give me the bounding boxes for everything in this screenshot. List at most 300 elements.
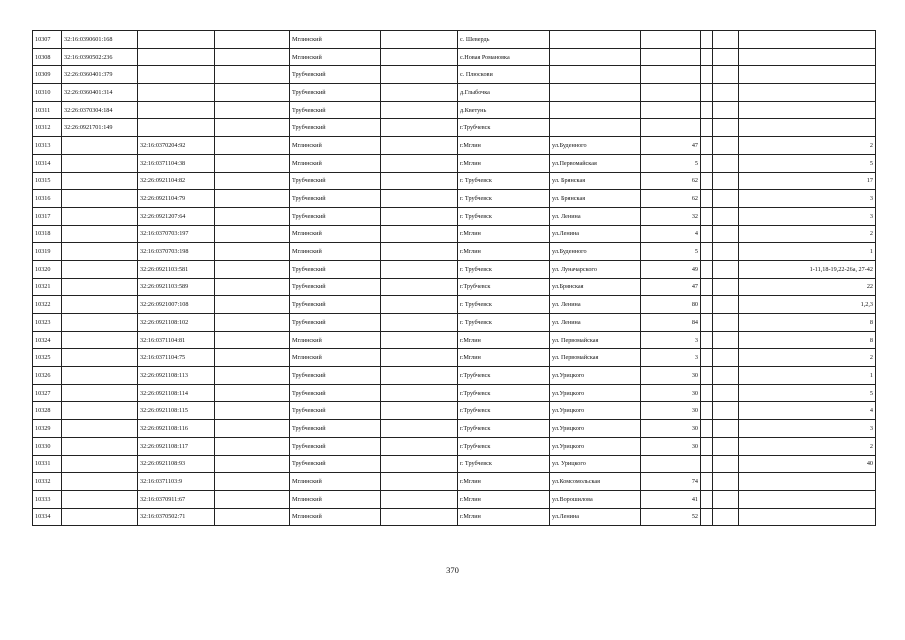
empty-cell [713,101,739,119]
street-cell [550,66,641,84]
empty-cell [701,48,713,66]
district-cell: Мглинский [290,243,381,261]
house-number-cell: 52 [641,508,701,526]
table-row [33,314,876,332]
record-number-cell: 10325 [33,349,62,367]
locality-cell: г.Трубчевск [458,420,550,438]
locality-cell: г.Трубчевск [458,402,550,420]
empty-cell [215,84,290,102]
house-number-cell: 74 [641,473,701,491]
table-row [33,384,876,402]
empty-cell [215,154,290,172]
table-row [33,455,876,473]
empty-cell [713,490,739,508]
district-cell: Трубчевский [290,84,381,102]
empty-cell [701,154,713,172]
street-cell: ул. Луначарского [550,260,641,278]
empty-cell [381,278,458,296]
empty-cell [713,278,739,296]
apartment-number-cell: 3 [739,420,876,438]
cadastral-number-cell: 32:16:0370911:67 [138,490,215,508]
empty-cell [701,473,713,491]
street-cell: ул.Комсомольская [550,473,641,491]
record-number-cell: 10311 [33,101,62,119]
district-cell: Трубчевский [290,190,381,208]
district-cell: Мглинский [290,349,381,367]
empty-cell [701,119,713,137]
empty-cell [713,119,739,137]
previous-cadastral-number-cell [62,473,138,491]
empty-cell [215,296,290,314]
apartment-number-cell [739,31,876,49]
street-cell: ул. Ленина [550,314,641,332]
house-number-cell: 62 [641,190,701,208]
locality-cell: г.Мглин [458,331,550,349]
empty-cell [713,48,739,66]
locality-cell: г.Мглин [458,508,550,526]
cadastral-number-cell: 32:26:0921207:64 [138,207,215,225]
house-number-cell [641,66,701,84]
district-cell: Трубчевский [290,384,381,402]
page-number: 370 [446,565,459,575]
table-row [33,296,876,314]
house-number-cell: 4 [641,225,701,243]
locality-cell: г.Мглин [458,225,550,243]
empty-cell [215,172,290,190]
empty-cell [215,384,290,402]
house-number-cell [641,455,701,473]
empty-cell [215,190,290,208]
apartment-number-cell: 2 [739,137,876,155]
previous-cadastral-number-cell: 32:26:0370304:184 [62,101,138,119]
property-register-table [32,30,876,526]
apartment-number-cell: 8 [739,331,876,349]
district-cell: Трубчевский [290,66,381,84]
previous-cadastral-number-cell [62,384,138,402]
district-cell: Трубчевский [290,314,381,332]
cadastral-number-cell: 32:26:0921104:79 [138,190,215,208]
apartment-number-cell: 8 [739,314,876,332]
empty-cell [701,331,713,349]
empty-cell [713,225,739,243]
district-cell: Мглинский [290,490,381,508]
previous-cadastral-number-cell [62,402,138,420]
house-number-cell: 30 [641,367,701,385]
locality-cell: г.Трубчевск [458,367,550,385]
locality-cell: г.Трубчевск [458,119,550,137]
house-number-cell: 41 [641,490,701,508]
previous-cadastral-number-cell: 32:26:0360401:314 [62,84,138,102]
apartment-number-cell [739,473,876,491]
previous-cadastral-number-cell [62,172,138,190]
cadastral-number-cell: 32:26:0921108:116 [138,420,215,438]
record-number-cell: 10331 [33,455,62,473]
empty-cell [215,314,290,332]
record-number-cell: 10320 [33,260,62,278]
empty-cell [381,314,458,332]
empty-cell [701,455,713,473]
empty-cell [381,172,458,190]
empty-cell [701,349,713,367]
empty-cell [381,367,458,385]
empty-cell [215,508,290,526]
table-row [33,207,876,225]
previous-cadastral-number-cell [62,225,138,243]
empty-cell [381,331,458,349]
previous-cadastral-number-cell [62,137,138,155]
house-number-cell: 5 [641,154,701,172]
locality-cell: г.Мглин [458,243,550,261]
street-cell [550,31,641,49]
previous-cadastral-number-cell [62,367,138,385]
empty-cell [215,473,290,491]
apartment-number-cell: 40 [739,455,876,473]
previous-cadastral-number-cell [62,296,138,314]
street-cell: ул. Ленина [550,207,641,225]
table-row [33,260,876,278]
empty-cell [701,260,713,278]
apartment-number-cell [739,48,876,66]
empty-cell [381,437,458,455]
district-cell: Трубчевский [290,437,381,455]
locality-cell: г.Мглин [458,473,550,491]
apartment-number-cell [739,101,876,119]
empty-cell [381,48,458,66]
empty-cell [381,137,458,155]
locality-cell: г. Трубчевск [458,314,550,332]
street-cell [550,48,641,66]
apartment-number-cell: 1,2,3 [739,296,876,314]
table-row [33,154,876,172]
cadastral-number-cell: 32:26:0921108:115 [138,402,215,420]
district-cell: Трубчевский [290,296,381,314]
apartment-number-cell: 2 [739,437,876,455]
house-number-cell: 30 [641,420,701,438]
record-number-cell: 10327 [33,384,62,402]
street-cell: ул.Брянская [550,278,641,296]
empty-cell [215,278,290,296]
empty-cell [381,31,458,49]
street-cell [550,119,641,137]
empty-cell [701,278,713,296]
house-number-cell: 49 [641,260,701,278]
locality-cell: с. Плюскови [458,66,550,84]
street-cell: ул.Ворошилова [550,490,641,508]
apartment-number-cell: 1 [739,243,876,261]
cadastral-number-cell [138,31,215,49]
locality-cell: г. Трубчевск [458,190,550,208]
previous-cadastral-number-cell: 32:16:0390601:168 [62,31,138,49]
empty-cell [381,455,458,473]
record-number-cell: 10315 [33,172,62,190]
previous-cadastral-number-cell [62,260,138,278]
register-body [33,31,876,526]
empty-cell [713,154,739,172]
apartment-number-cell [739,84,876,102]
empty-cell [713,402,739,420]
table-row [33,420,876,438]
cadastral-number-cell: 32:26:0921108:113 [138,367,215,385]
previous-cadastral-number-cell [62,278,138,296]
empty-cell [713,331,739,349]
street-cell: ул. Ленина [550,296,641,314]
district-cell: Мглинский [290,154,381,172]
house-number-cell: 47 [641,278,701,296]
empty-cell [701,367,713,385]
cadastral-number-cell: 32:16:0371104:81 [138,331,215,349]
empty-cell [381,508,458,526]
locality-cell: г.Мглин [458,137,550,155]
previous-cadastral-number-cell [62,420,138,438]
empty-cell [381,296,458,314]
locality-cell: д.Глыбочка [458,84,550,102]
street-cell: ул. Первомайская [550,331,641,349]
empty-cell [215,490,290,508]
locality-cell: г. Трубчевск [458,455,550,473]
previous-cadastral-number-cell [62,437,138,455]
house-number-cell: 84 [641,314,701,332]
district-cell: Трубчевский [290,260,381,278]
street-cell: ул. Брянская [550,190,641,208]
table-row [33,48,876,66]
locality-cell: г. Трубчевск [458,172,550,190]
empty-cell [701,296,713,314]
empty-cell [713,296,739,314]
record-number-cell: 10322 [33,296,62,314]
locality-cell: д.Кветунь [458,101,550,119]
cadastral-number-cell: 32:26:0921103:581 [138,260,215,278]
empty-cell [713,207,739,225]
empty-cell [701,137,713,155]
cadastral-number-cell: 32:16:0370703:198 [138,243,215,261]
apartment-number-cell [739,66,876,84]
district-cell: Трубчевский [290,207,381,225]
district-cell: Трубчевский [290,172,381,190]
apartment-number-cell: 3 [739,207,876,225]
empty-cell [713,172,739,190]
record-number-cell: 10326 [33,367,62,385]
apartment-number-cell: 1 [739,367,876,385]
district-cell: Трубчевский [290,402,381,420]
empty-cell [701,490,713,508]
table-row [33,278,876,296]
empty-cell [713,84,739,102]
apartment-number-cell: 1-11,18-19,22-26а, 27-42 [739,260,876,278]
street-cell: ул.Ленина [550,508,641,526]
empty-cell [713,314,739,332]
district-cell: Мглинский [290,31,381,49]
record-number-cell: 10307 [33,31,62,49]
empty-cell [381,243,458,261]
empty-cell [215,101,290,119]
locality-cell: г.Мглин [458,154,550,172]
district-cell: Мглинский [290,473,381,491]
empty-cell [713,31,739,49]
district-cell: Трубчевский [290,367,381,385]
apartment-number-cell: 3 [739,190,876,208]
house-number-cell [641,48,701,66]
empty-cell [215,48,290,66]
cadastral-number-cell: 32:16:0371104:38 [138,154,215,172]
empty-cell [701,402,713,420]
cadastral-number-cell: 32:16:0370204:92 [138,137,215,155]
record-number-cell: 10334 [33,508,62,526]
record-number-cell: 10310 [33,84,62,102]
table-row [33,101,876,119]
empty-cell [215,331,290,349]
previous-cadastral-number-cell: 32:26:0921701:149 [62,119,138,137]
table-row [33,84,876,102]
locality-cell: с. Шевердь [458,31,550,49]
record-number-cell: 10324 [33,331,62,349]
house-number-cell [641,84,701,102]
table-row [33,190,876,208]
empty-cell [215,420,290,438]
table-row [33,225,876,243]
empty-cell [713,384,739,402]
empty-cell [701,225,713,243]
street-cell: ул.Урицкого [550,384,641,402]
record-number-cell: 10313 [33,137,62,155]
locality-cell: г.Мглин [458,490,550,508]
table-row [33,137,876,155]
empty-cell [713,137,739,155]
record-number-cell: 10317 [33,207,62,225]
cadastral-number-cell [138,48,215,66]
street-cell [550,84,641,102]
empty-cell [381,207,458,225]
empty-cell [381,420,458,438]
street-cell: ул.Урицкого [550,420,641,438]
table-row [33,437,876,455]
cadastral-number-cell: 32:26:0921108:114 [138,384,215,402]
house-number-cell: 30 [641,437,701,455]
empty-cell [713,243,739,261]
previous-cadastral-number-cell [62,154,138,172]
table-row [33,31,876,49]
empty-cell [215,402,290,420]
district-cell: Трубчевский [290,278,381,296]
empty-cell [701,84,713,102]
cadastral-number-cell: 32:26:0921108:102 [138,314,215,332]
house-number-cell: 3 [641,349,701,367]
record-number-cell: 10319 [33,243,62,261]
record-number-cell: 10321 [33,278,62,296]
locality-cell: г. Трубчевск [458,260,550,278]
empty-cell [215,243,290,261]
street-cell: ул.Буденного [550,137,641,155]
cadastral-number-cell: 32:16:0371104:75 [138,349,215,367]
empty-cell [381,190,458,208]
empty-cell [215,31,290,49]
house-number-cell: 32 [641,207,701,225]
record-number-cell: 10314 [33,154,62,172]
district-cell: Трубчевский [290,420,381,438]
cadastral-number-cell: 32:16:0371103:9 [138,473,215,491]
district-cell: Мглинский [290,48,381,66]
street-cell: ул.Урицкого [550,437,641,455]
empty-cell [713,508,739,526]
previous-cadastral-number-cell [62,331,138,349]
empty-cell [713,473,739,491]
empty-cell [215,225,290,243]
district-cell: Мглинский [290,508,381,526]
previous-cadastral-number-cell [62,207,138,225]
empty-cell [701,190,713,208]
cadastral-number-cell: 32:26:0921103:589 [138,278,215,296]
empty-cell [701,437,713,455]
record-number-cell: 10323 [33,314,62,332]
empty-cell [713,349,739,367]
previous-cadastral-number-cell [62,508,138,526]
cadastral-number-cell: 32:16:0370703:197 [138,225,215,243]
empty-cell [215,455,290,473]
street-cell: ул. Урицкого [550,455,641,473]
cadastral-number-cell: 32:26:0921108:117 [138,437,215,455]
empty-cell [701,508,713,526]
empty-cell [713,367,739,385]
table-row [33,331,876,349]
apartment-number-cell: 4 [739,402,876,420]
apartment-number-cell [739,508,876,526]
house-number-cell: 47 [641,137,701,155]
house-number-cell: 30 [641,384,701,402]
empty-cell [381,384,458,402]
apartment-number-cell: 2 [739,349,876,367]
district-cell: Мглинский [290,225,381,243]
locality-cell: г.Трубчевск [458,384,550,402]
table-row [33,367,876,385]
table-row [33,119,876,137]
empty-cell [381,101,458,119]
apartment-number-cell [739,490,876,508]
apartment-number-cell: 17 [739,172,876,190]
record-number-cell: 10333 [33,490,62,508]
house-number-cell: 30 [641,402,701,420]
street-cell: ул.Буденного [550,243,641,261]
cadastral-number-cell [138,119,215,137]
cadastral-number-cell: 32:16:0370502:71 [138,508,215,526]
house-number-cell [641,119,701,137]
house-number-cell [641,101,701,119]
empty-cell [381,66,458,84]
empty-cell [381,473,458,491]
record-number-cell: 10318 [33,225,62,243]
empty-cell [215,437,290,455]
house-number-cell: 80 [641,296,701,314]
empty-cell [701,207,713,225]
locality-cell: г.Трубчевск [458,278,550,296]
empty-cell [701,172,713,190]
table-row [33,243,876,261]
empty-cell [381,225,458,243]
previous-cadastral-number-cell [62,349,138,367]
previous-cadastral-number-cell [62,190,138,208]
street-cell: ул.Урицкого [550,367,641,385]
previous-cadastral-number-cell: 32:16:0390502:236 [62,48,138,66]
table-row [33,349,876,367]
district-cell: Трубчевский [290,101,381,119]
cadastral-number-cell: 32:26:0921104:82 [138,172,215,190]
empty-cell [713,420,739,438]
empty-cell [215,367,290,385]
house-number-cell: 3 [641,331,701,349]
street-cell: ул. Первомайская [550,349,641,367]
previous-cadastral-number-cell [62,243,138,261]
table-row [33,402,876,420]
district-cell: Мглинский [290,331,381,349]
district-cell: Трубчевский [290,455,381,473]
